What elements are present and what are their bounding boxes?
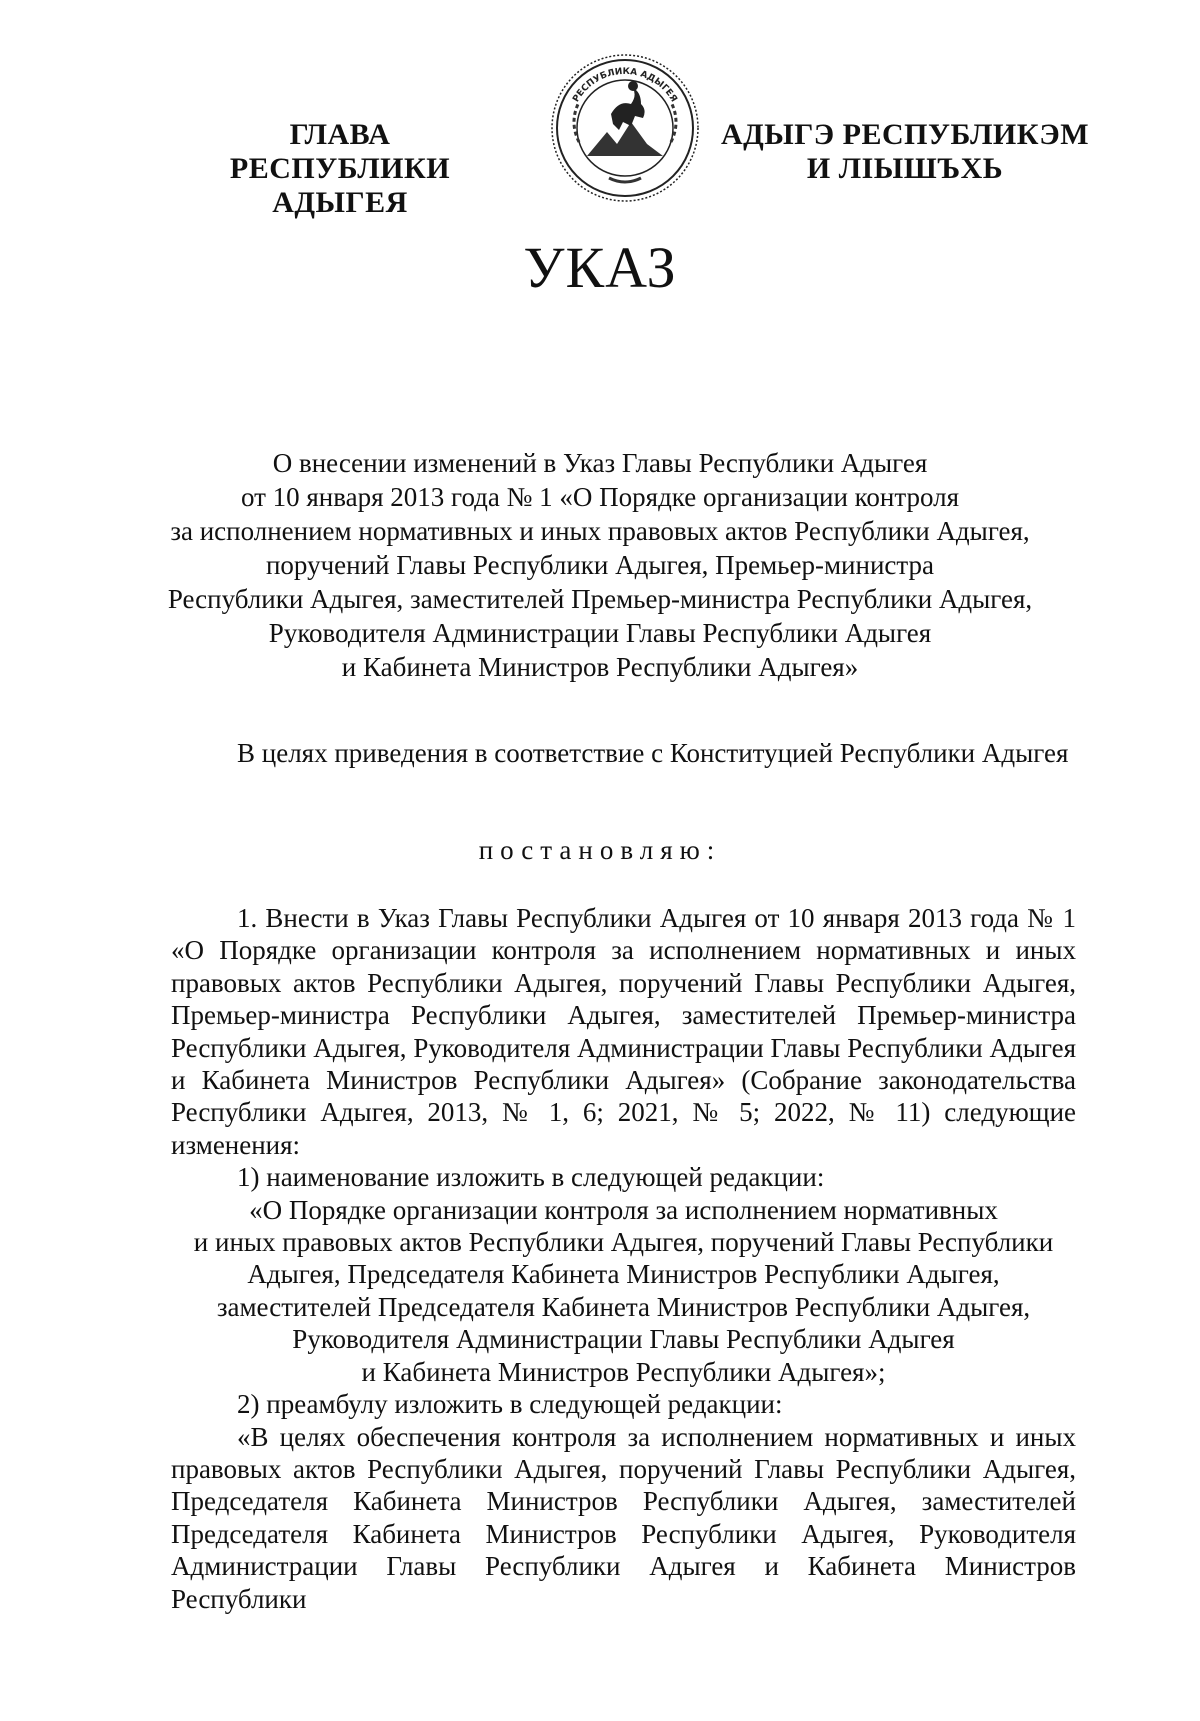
new-title-line: Руководителя Администрации Главы Республики Адыгея	[292, 1324, 955, 1355]
subitem-2-text: 2) преамбулу изложить в следующей редакции:	[237, 1389, 783, 1420]
new-title-line: и иных правовых актов Республики Адыгея, поручений Главы Республики	[193, 1227, 1054, 1258]
new-title-line: Адыгея, Председателя Кабинета Министров Республики Адыгея,	[247, 1259, 1000, 1290]
svg-text:РЕСПУБЛИКА АДЫГЕЯ: РЕСПУБЛИКА АДЫГЕЯ	[571, 66, 679, 105]
subitem-1-text: 1) наименование изложить в следующей редакции:	[237, 1162, 825, 1193]
new-preamble-text: «В целях обеспечения контроля за исполнением нормативных и иных правовых актов Республики Адыгея, поручений Главы Республики Адыгея, Председателя Кабинета Министров Республики Адыгея, заместителей Председателя Кабинета Министров Республики Адыгея, Руководителя Администрации Главы Республики Адыгея и Кабинета Министров Республики	[171, 1421, 1076, 1614]
preamble	[171, 737, 1076, 769]
subject-line: поручений Главы Республики Адыгея, Премьер-министра	[265, 550, 934, 580]
subject-line: от 10 января 2013 года № 1 «О Порядке организации контроля	[240, 482, 960, 512]
issuer-line-1: ГЛАВА	[289, 118, 391, 151]
issuer-title-russian	[160, 118, 520, 220]
new-title-quote	[171, 1194, 1076, 1388]
preamble-text: В целях приведения в соответствие с Конституцией Республики Адыгея	[237, 738, 1069, 768]
item-1-text: 1. Внести в Указ Главы Республики Адыгея от 10 января 2013 года № 1 «О Порядке организации контроля за исполнением нормативных и иных правовых актов Республики Адыгея, поручений Главы Республики Адыгея, Премьер-министра Республики Адыгея, заместителей Премьер-министра Республики Адыгея, Руководителя Администрации Главы Республики Адыгея и Кабинета Министров Республики Адыгея» (Собрание законодательства Республики Адыгея, 2013, № 1, 6; 2021, № 5; 2022, № 11) следующие изменения:	[171, 903, 1076, 1160]
subject-line: Республики Адыгея, заместителей Премьер-министра Республики Адыгея,	[167, 584, 1033, 614]
subject-line: О внесении изменений в Указ Главы Республики Адыгея	[272, 448, 928, 478]
document-type-heading: УКАЗ	[523, 235, 677, 300]
issuer-adyghe-line-2: И ЛІЫШЪХЬ	[806, 152, 1004, 185]
new-title-line: и Кабинета Министров Республики Адыгея»;	[361, 1356, 886, 1387]
decree-items	[171, 902, 1076, 1615]
subject-line: и Кабинета Министров Республики Адыгея»	[341, 652, 859, 682]
decree-subject	[120, 446, 1080, 684]
coat-of-arms-emblem	[549, 52, 701, 204]
decree-word: постановляю:	[478, 835, 722, 865]
issuer-title-adyghe	[690, 118, 1120, 186]
new-title-line: заместителей Председателя Кабинета Министров Республики Адыгея,	[216, 1291, 1031, 1322]
issuer-line-2: РЕСПУБЛИКИ АДЫГЕЯ	[229, 152, 451, 219]
new-title-line: «О Порядке организации контроля за исполнением нормативных	[249, 1194, 998, 1225]
subject-line: за исполнением нормативных и иных правовых актов Республики Адыгея,	[170, 516, 1030, 546]
issuer-adyghe-line-1: АДЫГЭ РЕСПУБЛИКЭМ	[720, 118, 1090, 151]
subject-line: Руководителя Администрации Главы Республики Адыгея	[268, 618, 932, 648]
